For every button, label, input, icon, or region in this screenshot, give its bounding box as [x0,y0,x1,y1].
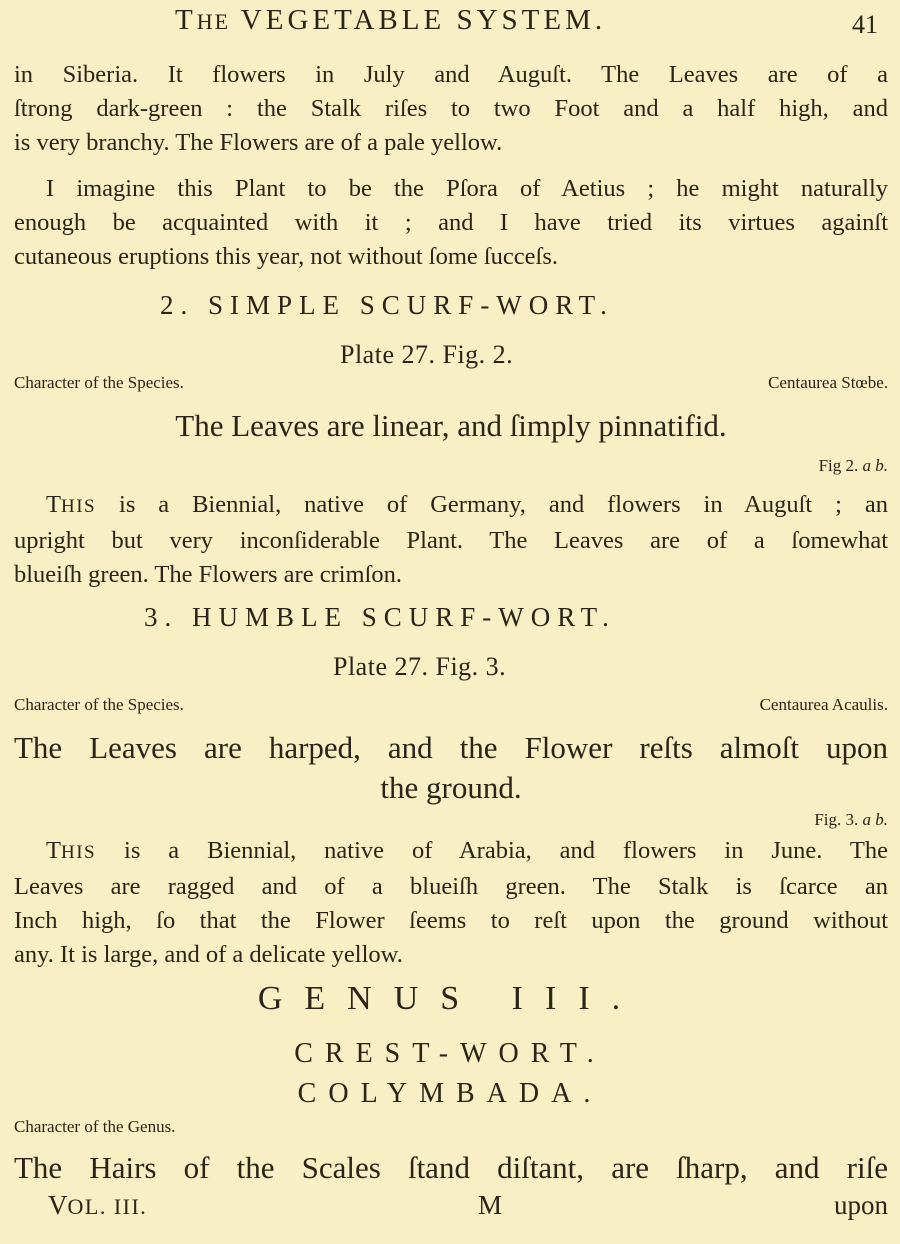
species-2-character-label: Character of the Species. [14,373,184,392]
figure-ref-letters: a b. [862,810,888,829]
character-line: The Leaves are harped, and the Flower reſts almoſt upon [14,730,888,765]
drop-word-initial: T [46,837,61,864]
paragraph-line [14,834,888,870]
paragraph-line: Leaves are ragged and of a blueiſh green. The Stalk is ſcarce an [14,873,888,900]
intro-paragraph [14,58,888,160]
species-3-character [14,728,888,808]
paragraph-line: any. It is large, and of a delicate yellow. [14,941,403,968]
paragraph-line: I imagine this Plant to be the Pſora of Aetius ; he might naturally [46,175,888,202]
paragraph-line: upright but very inconſiderable Plant. The Leaves are of a ſomewhat [14,527,888,554]
running-head-title: VEGETABLE SYSTEM. [240,4,607,36]
paragraph-line: Inch high, ſo that the Flower ſeems to reſt upon the ground without [14,907,888,934]
species-3-plate-ref: Plate 27. Fig. 3. [333,652,507,681]
species-3-description [14,834,888,972]
species-3-figure-ref [814,810,888,830]
running-head-initial: T [175,4,197,36]
drop-word-smallcaps: HIS [60,496,97,517]
paragraph-line: enough be acquainted with it ; and I have tried its virtues againſt [14,209,888,236]
genus-character-label: Character of the Genus. [14,1117,176,1136]
genus-character: The Hairs of the Scales ſtand diſtant, are ſharp, and riſe [14,1150,888,1185]
figure-ref-number: Fig 2. [818,456,859,475]
catchword: upon [834,1190,888,1220]
running-head [175,4,606,37]
species-2-figure-ref [819,456,888,476]
paragraph-line: ſtrong dark-green : the Stalk riſes to two Foot and a half high, and [14,95,888,122]
genus-heading: GENUS III. [257,980,643,1017]
paragraph-line: in Siberia. It flowers in July and Auguſt. The Leaves are of a [14,61,888,88]
page-number: 41 [852,10,878,39]
note-paragraph [14,172,888,274]
species-2-description [14,488,888,592]
character-line: the ground. [380,770,522,805]
species-3-character-label: Character of the Species. [14,695,184,714]
line-text: is a Biennial, native of Arabia, and flowers in June. The [96,837,888,864]
species-2-linnaean-name: Centaurea Stœbe. [768,373,888,392]
species-3-title: 3. HUMBLE SCURF-WORT. [144,602,616,632]
volume-smallcaps: OL. III. [67,1194,148,1219]
genus-english-name: CREST-WORT. [294,1038,606,1069]
paragraph-line: is very branchy. The Flowers are of a pale yellow. [14,129,503,156]
genus-latin-name: COLYMBADA. [297,1078,603,1109]
species-2-title: 2. SIMPLE SCURF-WORT. [160,290,614,320]
paragraph-line [14,488,888,524]
drop-word-smallcaps: HIS [60,842,97,863]
species-2-plate-ref: Plate 27. Fig. 2. [340,340,514,369]
volume-marker [48,1190,147,1221]
running-head-smallcaps: HE [196,9,231,34]
paragraph-line: blueiſh green. The Flowers are crimſon. [14,561,403,588]
species-2-character: The Leaves are linear, and ſimply pinnatifid. [175,408,727,443]
volume-initial: V [48,1190,68,1220]
signature-mark: M [478,1190,503,1220]
paragraph-line: cutaneous eruptions this year, not without ſome ſucceſs. [14,243,559,270]
figure-ref-number: Fig. 3. [814,810,859,829]
species-3-linnaean-name: Centaurea Acaulis. [759,695,888,714]
line-text: is a Biennial, native of Germany, and flowers in Auguſt ; an [96,491,888,518]
figure-ref-letters: a b. [862,456,888,475]
drop-word-initial: T [46,491,61,518]
